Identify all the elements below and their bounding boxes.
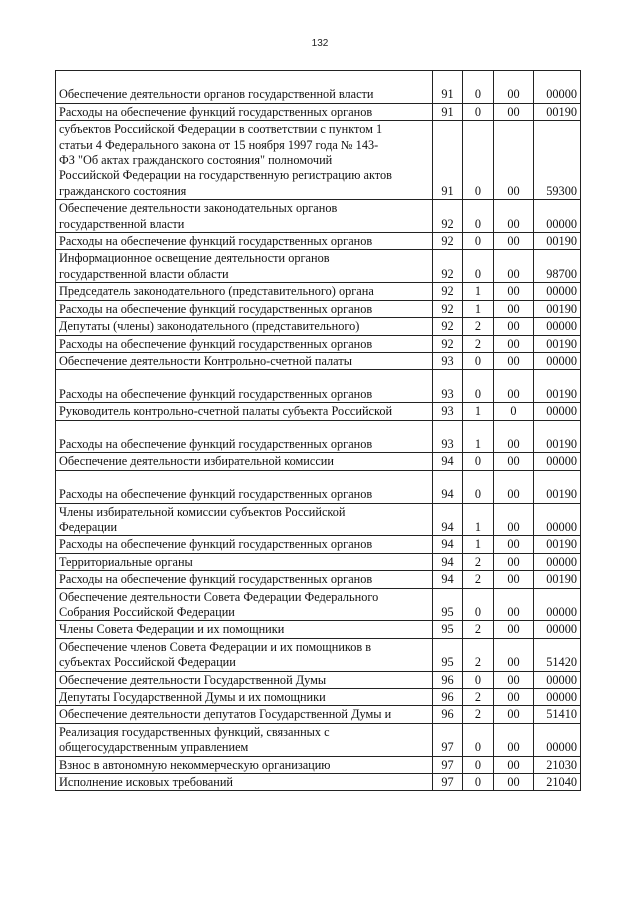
row-name-cell: Обеспечение деятельности Контрольно-счетной палаты bbox=[56, 352, 433, 369]
code-a-cell: 92 bbox=[433, 318, 463, 335]
code-b-cell: 0 bbox=[463, 121, 494, 200]
code-c-cell: 00 bbox=[494, 300, 534, 317]
code-d-cell: 21030 bbox=[534, 756, 581, 773]
row-name-cell: Обеспечение деятельности органов государственной власти bbox=[56, 71, 433, 104]
code-d-cell: 59300 bbox=[534, 121, 581, 200]
code-b-cell: 2 bbox=[463, 335, 494, 352]
code-d-cell: 00000 bbox=[534, 723, 581, 756]
table-row bbox=[56, 420, 581, 453]
code-a-cell: 94 bbox=[433, 553, 463, 570]
code-a-cell: 93 bbox=[433, 370, 463, 403]
code-c-cell: 00 bbox=[494, 571, 534, 588]
code-a-cell: 92 bbox=[433, 233, 463, 250]
code-b-cell: 2 bbox=[463, 553, 494, 570]
code-c-cell: 00 bbox=[494, 453, 534, 470]
code-c-cell: 00 bbox=[494, 370, 534, 403]
code-d-cell: 00190 bbox=[534, 536, 581, 553]
row-name-cell: Обеспечение деятельности Совета Федерации Федерального Собрания Российской Федерации bbox=[56, 588, 433, 621]
table-row bbox=[56, 723, 581, 756]
code-b-cell: 2 bbox=[463, 706, 494, 723]
row-name-cell: субъектов Российской Федерации в соответствии с пунктом 1 статьи 4 Федерального закона от 15 ноября 1997 года № 143- ФЗ "Об актах гражданского состояния" полномочий Российской Федерации на государственную регистрацию актов гражданского состояния bbox=[56, 121, 433, 200]
row-name-cell: Члены Совета Федерации и их помощники bbox=[56, 621, 433, 638]
code-d-cell: 00000 bbox=[534, 503, 581, 536]
code-d-cell: 00190 bbox=[534, 470, 581, 503]
code-d-cell: 51420 bbox=[534, 638, 581, 671]
code-a-cell: 94 bbox=[433, 503, 463, 536]
code-d-cell: 00000 bbox=[534, 352, 581, 369]
row-name-cell: Расходы на обеспечение функций государственных органов bbox=[56, 370, 433, 403]
code-d-cell: 00000 bbox=[534, 200, 581, 233]
code-b-cell: 0 bbox=[463, 756, 494, 773]
row-name-cell: Расходы на обеспечение функций государственных органов bbox=[56, 233, 433, 250]
budget-classification-table bbox=[55, 70, 581, 791]
code-b-cell: 0 bbox=[463, 233, 494, 250]
table-row bbox=[56, 553, 581, 570]
code-c-cell: 00 bbox=[494, 318, 534, 335]
table-row bbox=[56, 370, 581, 403]
code-a-cell: 92 bbox=[433, 200, 463, 233]
row-name-cell: Члены избирательной комиссии субъектов Российской Федерации bbox=[56, 503, 433, 536]
code-b-cell: 1 bbox=[463, 403, 494, 420]
code-a-cell: 93 bbox=[433, 403, 463, 420]
row-name-cell: Депутаты Государственной Думы и их помощники bbox=[56, 689, 433, 706]
code-b-cell: 0 bbox=[463, 200, 494, 233]
table-row bbox=[56, 335, 581, 352]
table-row bbox=[56, 250, 581, 283]
row-name-cell: Территориальные органы bbox=[56, 553, 433, 570]
row-name-cell: Расходы на обеспечение функций государственных органов bbox=[56, 103, 433, 120]
code-d-cell: 00000 bbox=[534, 689, 581, 706]
row-name-cell: Обеспечение деятельности депутатов Государственной Думы и bbox=[56, 706, 433, 723]
row-name-cell: Исполнение исковых требований bbox=[56, 774, 433, 791]
code-d-cell: 00190 bbox=[534, 571, 581, 588]
code-a-cell: 95 bbox=[433, 588, 463, 621]
code-a-cell: 91 bbox=[433, 121, 463, 200]
code-a-cell: 94 bbox=[433, 453, 463, 470]
code-d-cell: 21040 bbox=[534, 774, 581, 791]
code-d-cell: 00000 bbox=[534, 71, 581, 104]
code-a-cell: 93 bbox=[433, 420, 463, 453]
code-c-cell: 00 bbox=[494, 470, 534, 503]
table-row bbox=[56, 233, 581, 250]
code-b-cell: 2 bbox=[463, 689, 494, 706]
code-a-cell: 96 bbox=[433, 671, 463, 688]
code-a-cell: 94 bbox=[433, 470, 463, 503]
row-name-cell: Расходы на обеспечение функций государственных органов bbox=[56, 536, 433, 553]
code-c-cell: 00 bbox=[494, 723, 534, 756]
code-c-cell: 00 bbox=[494, 774, 534, 791]
code-b-cell: 0 bbox=[463, 352, 494, 369]
row-name-cell: Депутаты (члены) законодательного (представительного) bbox=[56, 318, 433, 335]
code-c-cell: 00 bbox=[494, 689, 534, 706]
code-c-cell: 00 bbox=[494, 638, 534, 671]
code-c-cell: 00 bbox=[494, 420, 534, 453]
row-name-cell: Расходы на обеспечение функций государственных органов bbox=[56, 300, 433, 317]
code-a-cell: 94 bbox=[433, 571, 463, 588]
code-c-cell: 00 bbox=[494, 588, 534, 621]
code-c-cell: 00 bbox=[494, 536, 534, 553]
code-c-cell: 00 bbox=[494, 503, 534, 536]
row-name-cell: Реализация государственных функций, связанных с общегосударственным управлением bbox=[56, 723, 433, 756]
table-row bbox=[56, 503, 581, 536]
code-d-cell: 00000 bbox=[534, 671, 581, 688]
row-name-cell: Обеспечение членов Совета Федерации и их помощников в субъектах Российской Федерации bbox=[56, 638, 433, 671]
code-c-cell: 00 bbox=[494, 250, 534, 283]
code-d-cell: 00000 bbox=[534, 283, 581, 300]
code-b-cell: 0 bbox=[463, 671, 494, 688]
code-c-cell: 00 bbox=[494, 233, 534, 250]
code-d-cell: 00190 bbox=[534, 370, 581, 403]
code-c-cell: 00 bbox=[494, 335, 534, 352]
code-c-cell: 00 bbox=[494, 671, 534, 688]
code-d-cell: 00190 bbox=[534, 335, 581, 352]
code-d-cell: 00000 bbox=[534, 318, 581, 335]
table-row bbox=[56, 671, 581, 688]
table-row bbox=[56, 103, 581, 120]
code-d-cell: 00000 bbox=[534, 453, 581, 470]
row-name-cell: Обеспечение деятельности законодательных органов государственной власти bbox=[56, 200, 433, 233]
code-a-cell: 97 bbox=[433, 756, 463, 773]
code-d-cell: 98700 bbox=[534, 250, 581, 283]
code-c-cell: 00 bbox=[494, 756, 534, 773]
table-row bbox=[56, 470, 581, 503]
code-a-cell: 94 bbox=[433, 536, 463, 553]
code-a-cell: 92 bbox=[433, 250, 463, 283]
code-b-cell: 2 bbox=[463, 638, 494, 671]
table-row bbox=[56, 756, 581, 773]
table-row bbox=[56, 638, 581, 671]
code-a-cell: 92 bbox=[433, 283, 463, 300]
code-d-cell: 00000 bbox=[534, 621, 581, 638]
table-row bbox=[56, 318, 581, 335]
code-b-cell: 0 bbox=[463, 453, 494, 470]
row-name-cell: Руководитель контрольно-счетной палаты субъекта Российской bbox=[56, 403, 433, 420]
row-name-cell: Взнос в автономную некоммерческую организацию bbox=[56, 756, 433, 773]
table-row bbox=[56, 453, 581, 470]
table-row bbox=[56, 283, 581, 300]
row-name-cell: Расходы на обеспечение функций государственных органов bbox=[56, 420, 433, 453]
table-body bbox=[56, 71, 581, 791]
row-name-cell: Расходы на обеспечение функций государственных органов bbox=[56, 335, 433, 352]
table-row bbox=[56, 689, 581, 706]
code-b-cell: 2 bbox=[463, 318, 494, 335]
table-row bbox=[56, 706, 581, 723]
code-a-cell: 96 bbox=[433, 706, 463, 723]
code-b-cell: 0 bbox=[463, 470, 494, 503]
code-d-cell: 00190 bbox=[534, 420, 581, 453]
code-a-cell: 95 bbox=[433, 621, 463, 638]
table-row bbox=[56, 588, 581, 621]
code-c-cell: 00 bbox=[494, 352, 534, 369]
code-b-cell: 1 bbox=[463, 300, 494, 317]
row-name-cell: Обеспечение деятельности Государственной Думы bbox=[56, 671, 433, 688]
code-c-cell: 00 bbox=[494, 706, 534, 723]
code-d-cell: 00190 bbox=[534, 103, 581, 120]
code-a-cell: 92 bbox=[433, 335, 463, 352]
code-b-cell: 2 bbox=[463, 621, 494, 638]
code-a-cell: 91 bbox=[433, 71, 463, 104]
table-row bbox=[56, 300, 581, 317]
code-a-cell: 95 bbox=[433, 638, 463, 671]
code-d-cell: 00000 bbox=[534, 403, 581, 420]
row-name-cell: Расходы на обеспечение функций государственных органов bbox=[56, 470, 433, 503]
code-c-cell: 00 bbox=[494, 553, 534, 570]
code-a-cell: 91 bbox=[433, 103, 463, 120]
code-d-cell: 51410 bbox=[534, 706, 581, 723]
row-name-cell: Обеспечение деятельности избирательной комиссии bbox=[56, 453, 433, 470]
code-d-cell: 00000 bbox=[534, 588, 581, 621]
table-row bbox=[56, 352, 581, 369]
code-b-cell: 2 bbox=[463, 571, 494, 588]
code-a-cell: 96 bbox=[433, 689, 463, 706]
page-number: 132 bbox=[311, 38, 329, 49]
table-row bbox=[56, 571, 581, 588]
code-b-cell: 1 bbox=[463, 536, 494, 553]
code-b-cell: 0 bbox=[463, 250, 494, 283]
table-row bbox=[56, 403, 581, 420]
code-d-cell: 00190 bbox=[534, 300, 581, 317]
code-a-cell: 97 bbox=[433, 723, 463, 756]
code-b-cell: 0 bbox=[463, 774, 494, 791]
table-row bbox=[56, 621, 581, 638]
code-b-cell: 0 bbox=[463, 370, 494, 403]
row-name-cell: Информационное освещение деятельности органов государственной власти области bbox=[56, 250, 433, 283]
table-row bbox=[56, 536, 581, 553]
code-d-cell: 00190 bbox=[534, 233, 581, 250]
table-row bbox=[56, 71, 581, 104]
code-b-cell: 1 bbox=[463, 503, 494, 536]
code-b-cell: 0 bbox=[463, 723, 494, 756]
row-name-cell: Председатель законодательного (представительного) органа bbox=[56, 283, 433, 300]
code-b-cell: 1 bbox=[463, 420, 494, 453]
table-row bbox=[56, 200, 581, 233]
code-c-cell: 00 bbox=[494, 71, 534, 104]
code-c-cell: 00 bbox=[494, 103, 534, 120]
table-row bbox=[56, 121, 581, 200]
code-c-cell: 0 bbox=[494, 403, 534, 420]
code-b-cell: 0 bbox=[463, 588, 494, 621]
code-c-cell: 00 bbox=[494, 200, 534, 233]
code-a-cell: 97 bbox=[433, 774, 463, 791]
code-b-cell: 0 bbox=[463, 103, 494, 120]
code-c-cell: 00 bbox=[494, 283, 534, 300]
table-row bbox=[56, 774, 581, 791]
code-c-cell: 00 bbox=[494, 121, 534, 200]
row-name-cell: Расходы на обеспечение функций государственных органов bbox=[56, 571, 433, 588]
code-d-cell: 00000 bbox=[534, 553, 581, 570]
code-a-cell: 93 bbox=[433, 352, 463, 369]
code-b-cell: 0 bbox=[463, 71, 494, 104]
code-c-cell: 00 bbox=[494, 621, 534, 638]
code-b-cell: 1 bbox=[463, 283, 494, 300]
code-a-cell: 92 bbox=[433, 300, 463, 317]
